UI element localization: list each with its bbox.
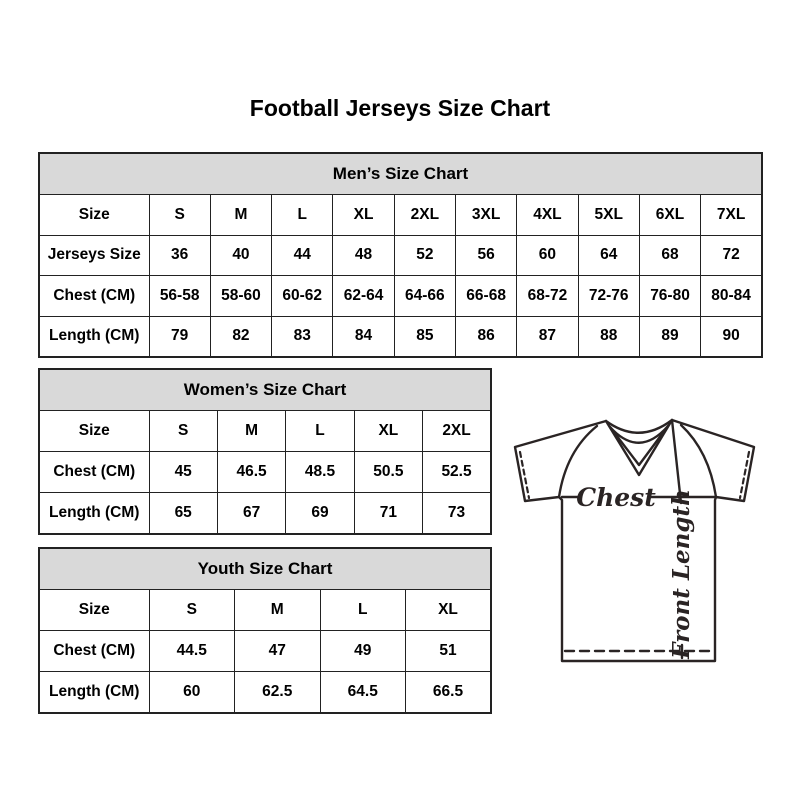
column-header-cell: XL: [406, 590, 492, 631]
value-cell: 60: [517, 235, 578, 276]
value-cell: 83: [272, 316, 333, 357]
column-header-cell: XL: [354, 411, 422, 452]
value-cell: 48.5: [286, 452, 354, 493]
value-cell: 40: [210, 235, 271, 276]
womens-size-table: [38, 368, 492, 535]
value-cell: 72: [701, 235, 762, 276]
youth-size-table: [38, 547, 492, 714]
value-cell: 69: [286, 493, 354, 535]
value-cell: 79: [149, 316, 210, 357]
column-header-cell: M: [235, 590, 321, 631]
value-cell: 47: [235, 631, 321, 672]
value-cell: 58-60: [210, 276, 271, 317]
value-cell: 36: [149, 235, 210, 276]
value-cell: 48: [333, 235, 394, 276]
value-cell: 62.5: [235, 672, 321, 714]
value-cell: 68: [639, 235, 700, 276]
row-label-cell: Length (CM): [39, 316, 149, 357]
mens-size-table: [38, 152, 763, 358]
value-cell: 52: [394, 235, 455, 276]
value-cell: 88: [578, 316, 639, 357]
value-cell: 80-84: [701, 276, 762, 317]
chest-label: Chest: [576, 483, 656, 512]
row-label-cell: Chest (CM): [39, 276, 149, 317]
value-cell: 82: [210, 316, 271, 357]
right-armhole-seam: [681, 425, 716, 497]
row-label-cell: Length (CM): [39, 672, 149, 714]
row-label-cell: Jerseys Size: [39, 235, 149, 276]
column-header-cell: M: [217, 411, 285, 452]
column-header-cell: 5XL: [578, 195, 639, 236]
value-cell: 65: [149, 493, 217, 535]
value-cell: 90: [701, 316, 762, 357]
value-cell: 84: [333, 316, 394, 357]
row-label-cell: Chest (CM): [39, 452, 149, 493]
column-header-cell: 2XL: [423, 411, 491, 452]
row-label-cell: Size: [39, 590, 149, 631]
value-cell: 44: [272, 235, 333, 276]
column-header-cell: 3XL: [455, 195, 516, 236]
value-cell: 64: [578, 235, 639, 276]
value-cell: 64.5: [320, 672, 406, 714]
value-cell: 85: [394, 316, 455, 357]
column-header-cell: L: [286, 411, 354, 452]
table-title: Men’s Size Chart: [39, 153, 762, 195]
value-cell: 44.5: [149, 631, 235, 672]
column-header-cell: L: [320, 590, 406, 631]
value-cell: 46.5: [217, 452, 285, 493]
column-header-cell: XL: [333, 195, 394, 236]
column-header-cell: 7XL: [701, 195, 762, 236]
page-title: Football Jerseys Size Chart: [249, 95, 551, 121]
row-label-cell: Chest (CM): [39, 631, 149, 672]
table-title: Youth Size Chart: [39, 548, 491, 590]
value-cell: 56-58: [149, 276, 210, 317]
jersey-outline: [515, 420, 754, 661]
value-cell: 72-76: [578, 276, 639, 317]
value-cell: 67: [217, 493, 285, 535]
column-header-cell: S: [149, 195, 210, 236]
column-header-cell: 4XL: [517, 195, 578, 236]
column-header-cell: 2XL: [394, 195, 455, 236]
value-cell: 66.5: [406, 672, 492, 714]
value-cell: 86: [455, 316, 516, 357]
value-cell: 60-62: [272, 276, 333, 317]
value-cell: 45: [149, 452, 217, 493]
row-label-cell: Size: [39, 411, 149, 452]
row-label-cell: Size: [39, 195, 149, 236]
value-cell: 68-72: [517, 276, 578, 317]
column-header-cell: L: [272, 195, 333, 236]
value-cell: 50.5: [354, 452, 422, 493]
column-header-cell: S: [149, 411, 217, 452]
value-cell: 52.5: [423, 452, 491, 493]
value-cell: 60: [149, 672, 235, 714]
column-header-cell: M: [210, 195, 271, 236]
value-cell: 64-66: [394, 276, 455, 317]
value-cell: 89: [639, 316, 700, 357]
jersey-measurement-diagram: [504, 409, 768, 669]
value-cell: 49: [320, 631, 406, 672]
table-title: Women’s Size Chart: [39, 369, 491, 411]
front-length-label: Front Length: [668, 489, 695, 659]
column-header-cell: 6XL: [639, 195, 700, 236]
column-header-cell: S: [149, 590, 235, 631]
value-cell: 71: [354, 493, 422, 535]
value-cell: 56: [455, 235, 516, 276]
value-cell: 62-64: [333, 276, 394, 317]
value-cell: 66-68: [455, 276, 516, 317]
value-cell: 87: [517, 316, 578, 357]
row-label-cell: Length (CM): [39, 493, 149, 535]
value-cell: 76-80: [639, 276, 700, 317]
value-cell: 73: [423, 493, 491, 535]
value-cell: 51: [406, 631, 492, 672]
